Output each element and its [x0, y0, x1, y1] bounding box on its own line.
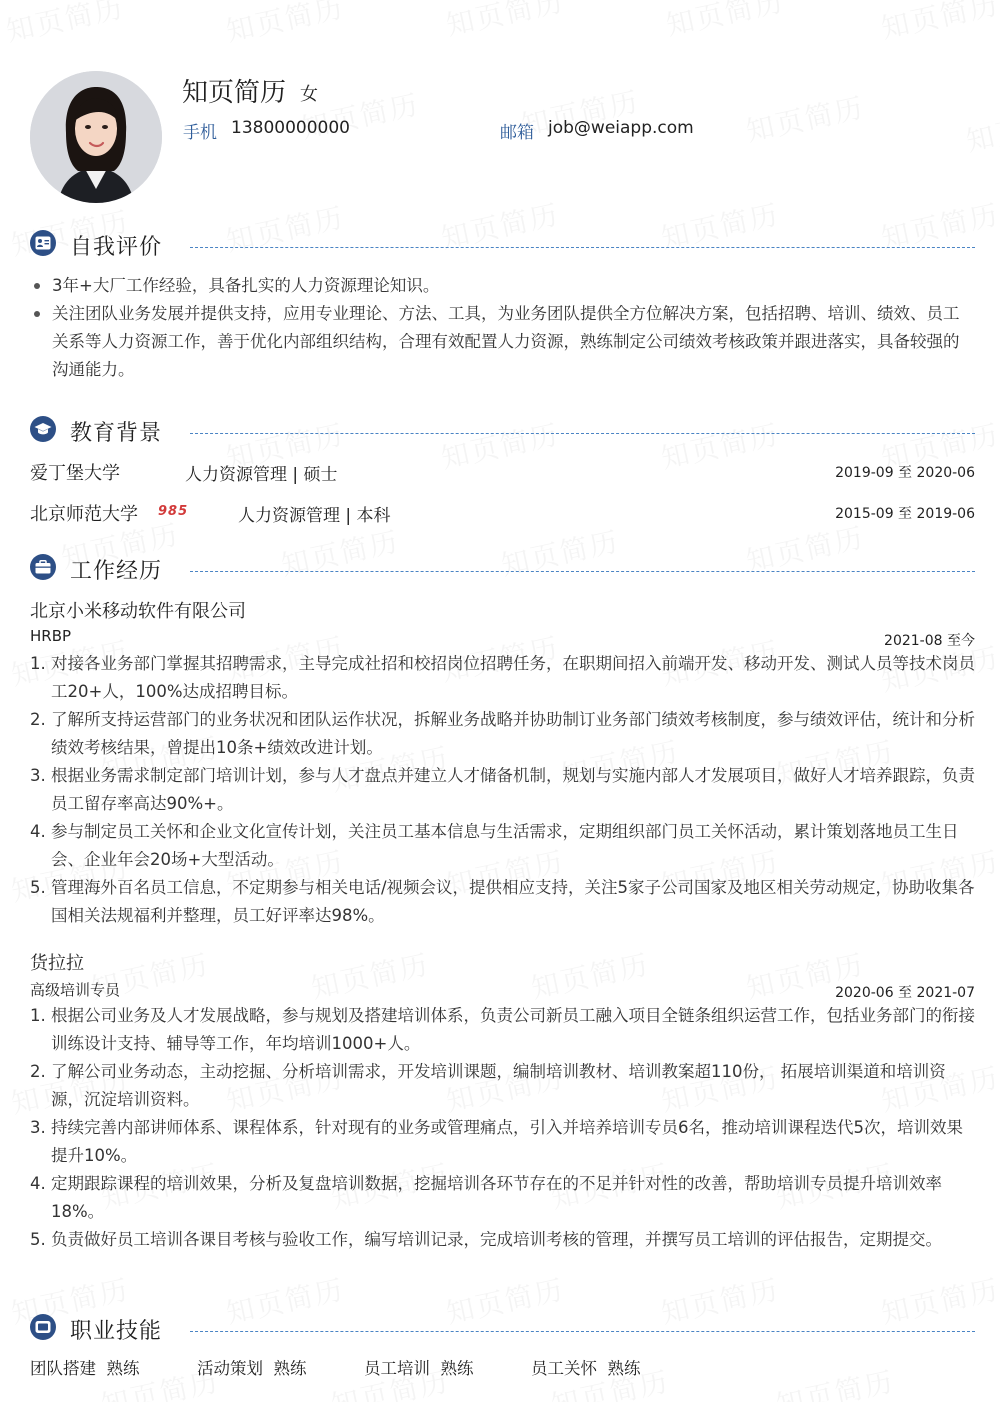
list-item: 3. 根据业务需求制定部门培训计划，参与人才盘点并建立人才储备机制，规划与实施内部人才发展项目，做好人才培养跟踪，负责员工留存率高达90%+。: [30, 766, 975, 813]
list-item: 1. 根据公司业务及人才发展战略，参与规划及搭建培训体系，负责公司新员工融入项目全链条组织运营工作，包括业务部门的衔接训练设计支持、辅导等工作，年均培训1000+人。: [30, 1006, 975, 1053]
list-item: 4. 参与制定员工关怀和企业文化宣传计划，关注员工基本信息与生活需求，定期组织部门员工关怀活动，累计策划落地员工生日会、企业年会20场+大型活动。: [30, 822, 959, 869]
user-card-icon: [30, 230, 56, 256]
briefcase-icon: [30, 554, 56, 580]
skill-item: 活动策划 熟练: [197, 1359, 307, 1378]
email-value[interactable]: job@weiapp.com: [548, 118, 694, 138]
phone-value: 13800000000: [231, 118, 350, 138]
graduation-cap-icon: [30, 416, 56, 442]
section-title-work: 工作经历: [70, 559, 163, 584]
school-rank-badge: 985: [158, 504, 189, 519]
self-eval-list: [30, 272, 975, 384]
list-item: 5. 负责做好员工培训各课目考核与验收工作，编写培训记录，完成培训考核的管理，并撰写员工培训的评估报告，定期提交。: [30, 1230, 942, 1249]
section-divider: [190, 433, 975, 434]
list-item: 5. 管理海外百名员工信息，不定期参与相关电话/视频会议，提供相应支持，关注5家子公司国家及地区相关劳动规定，协助收集各国相关法规福利并整理，员工好评率达98%。: [30, 878, 975, 925]
list-item: 3. 持续完善内部讲师体系、课程体系，针对现有的业务或管理痛点，引入并培养培训专员6名，推动培训课程迭代5次，培训效果提升10%。: [30, 1118, 963, 1165]
section-title-self-eval: 自我评价: [70, 235, 163, 260]
skill-item: 团队搭建 熟练: [30, 1359, 140, 1378]
company-name: 北京小米移动软件有限公司: [30, 601, 246, 622]
candidate-name: 知页简历: [182, 78, 287, 108]
education-date: 2019-09 至 2020-06: [835, 465, 975, 481]
list-item: 2. 了解所支持运营部门的业务状况和团队运作状况，拆解业务战略并协助制订业务部门绩效考核制度，参与绩效评估，统计和分析绩效考核结果，曾提出10条+绩效改进计划。: [30, 710, 975, 757]
candidate-gender: 女: [300, 84, 318, 105]
skill-item: 员工关怀 熟练: [531, 1359, 641, 1378]
section-divider: [190, 1331, 975, 1332]
job-duties-list: [30, 650, 975, 930]
education-school: 北京师范大学: [30, 504, 138, 525]
job-date: 2021-08 至今: [884, 633, 975, 649]
job-date: 2020-06 至 2021-07: [835, 985, 975, 1001]
job-duties-list: [30, 1002, 975, 1254]
avatar: [30, 71, 162, 203]
list-item: 1. 对接各业务部门掌握其招聘需求，主导完成社招和校招岗位招聘任务，在职期间招入前端开发、移动开发、测试人员等技术岗员工20+人，100%达成招聘目标。: [30, 654, 975, 701]
education-school: 爱丁堡大学: [30, 463, 120, 484]
job-role: HRBP: [30, 627, 72, 645]
list-item: 4. 定期跟踪课程的培训效果，分析及复盘培训数据，挖掘培训各环节存在的不足并针对性的改善，帮助培训专员提升培训效率18%。: [30, 1174, 942, 1221]
section-title-skills: 职业技能: [70, 1319, 163, 1344]
education-major: 人力资源管理 | 硕士: [185, 465, 338, 485]
list-item: 3年+大厂工作经验，具备扎实的人力资源理论知识。: [30, 272, 975, 300]
section-title-education: 教育背景: [70, 421, 163, 446]
skills-list: [30, 1355, 641, 1379]
list-item: 2. 了解公司业务动态，主动挖掘、分析培训需求，开发培训课题，编制培训教材、培训教案超110份， 拓展培训渠道和培训资源，沉淀培训资料。: [30, 1062, 946, 1109]
skill-item: 员工培训 熟练: [364, 1359, 474, 1378]
company-name: 货拉拉: [30, 953, 84, 974]
education-major: 人力资源管理 | 本科: [238, 506, 391, 526]
monitor-icon: [30, 1314, 56, 1340]
education-date: 2015-09 至 2019-06: [835, 506, 975, 522]
phone-label: 手机: [183, 123, 217, 143]
job-role: 高级培训专员: [30, 981, 121, 999]
email-label: 邮箱: [500, 123, 534, 143]
section-divider: [190, 247, 975, 248]
section-divider: [190, 571, 975, 572]
list-item: 关注团队业务发展并提供支持，应用专业理论、方法、工具，为业务团队提供全方位解决方案，包括招聘、培训、绩效、员工关系等人力资源工作，善于优化内部组织结构，合理有效配置人力资源，熟练制定公司绩效考核政策并跟进落实，具备较强的沟通能力。: [30, 300, 975, 384]
